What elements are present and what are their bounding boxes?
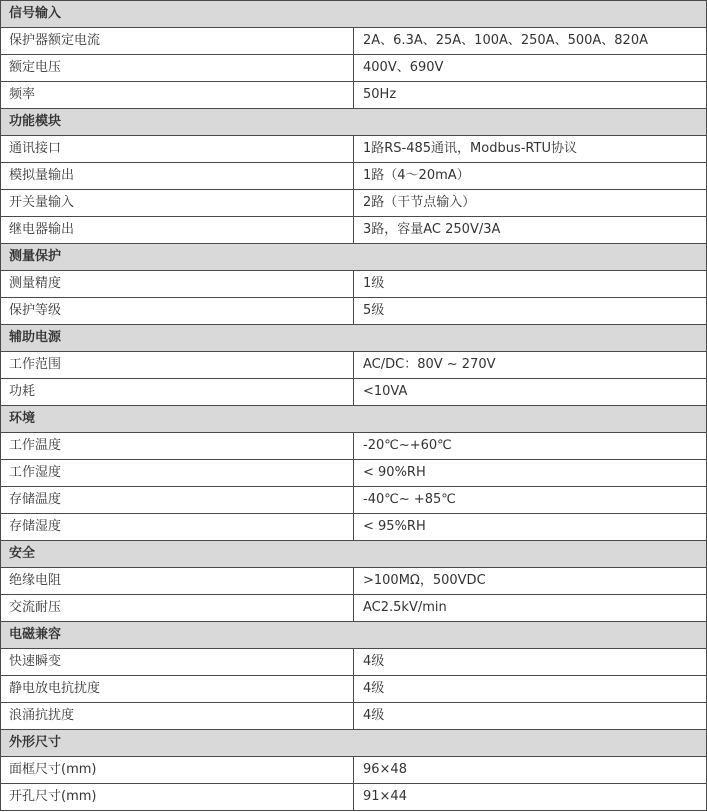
row-value: < 90%RH xyxy=(354,460,707,487)
section-header-safety xyxy=(1,541,707,568)
table-row xyxy=(1,352,707,379)
row-value: 4级 xyxy=(354,703,707,730)
row-value: -20℃~+60℃ xyxy=(354,433,707,460)
row-value: 2路（干节点输入） xyxy=(354,190,707,217)
section-header-signal-input xyxy=(1,1,707,28)
table-row xyxy=(1,514,707,541)
row-label: 继电器输出 xyxy=(1,217,354,244)
row-label: 模拟量输出 xyxy=(1,163,354,190)
row-label: 保护等级 xyxy=(1,298,354,325)
section-header-environment xyxy=(1,406,707,433)
section-title: 外形尺寸 xyxy=(1,730,707,757)
row-label: 工作湿度 xyxy=(1,460,354,487)
row-value: 2A、6.3A、25A、100A、250A、500A、820A xyxy=(354,28,707,55)
row-value: <10VA xyxy=(354,379,707,406)
row-label: 快速瞬变 xyxy=(1,649,354,676)
section-title: 环境 xyxy=(1,406,707,433)
section-title: 辅助电源 xyxy=(1,325,707,352)
section-title: 测量保护 xyxy=(1,244,707,271)
row-value: 1级 xyxy=(354,271,707,298)
table-row xyxy=(1,271,707,298)
row-label: 绝缘电阻 xyxy=(1,568,354,595)
row-value: < 95%RH xyxy=(354,514,707,541)
table-row xyxy=(1,190,707,217)
section-header-function-modules xyxy=(1,109,707,136)
row-label: 频率 xyxy=(1,82,354,109)
row-value: 4级 xyxy=(354,676,707,703)
section-title: 安全 xyxy=(1,541,707,568)
row-value: 91×44 xyxy=(354,784,707,811)
table-row xyxy=(1,28,707,55)
table-row xyxy=(1,136,707,163)
row-label: 开孔尺寸(mm) xyxy=(1,784,354,811)
table-row xyxy=(1,649,707,676)
row-label: 交流耐压 xyxy=(1,595,354,622)
row-label: 存储湿度 xyxy=(1,514,354,541)
row-value: 3路，容量AC 250V/3A xyxy=(354,217,707,244)
table-row xyxy=(1,379,707,406)
row-value: 1路（4～20mA） xyxy=(354,163,707,190)
section-header-emc xyxy=(1,622,707,649)
row-value: AC2.5kV/min xyxy=(354,595,707,622)
table-row xyxy=(1,460,707,487)
spec-table-body xyxy=(1,1,707,811)
table-row xyxy=(1,55,707,82)
row-value: >100MΩ，500VDC xyxy=(354,568,707,595)
section-title: 信号输入 xyxy=(1,1,707,28)
table-row xyxy=(1,487,707,514)
table-row xyxy=(1,298,707,325)
section-header-measurement-protection xyxy=(1,244,707,271)
row-label: 工作温度 xyxy=(1,433,354,460)
section-header-dimensions xyxy=(1,730,707,757)
row-label: 静电放电抗扰度 xyxy=(1,676,354,703)
table-row xyxy=(1,82,707,109)
row-value: 1路RS-485通讯，Modbus-RTU协议 xyxy=(354,136,707,163)
section-title: 功能模块 xyxy=(1,109,707,136)
row-value: 5级 xyxy=(354,298,707,325)
table-row xyxy=(1,784,707,811)
row-value: 50Hz xyxy=(354,82,707,109)
row-label: 浪涌抗扰度 xyxy=(1,703,354,730)
row-label: 额定电压 xyxy=(1,55,354,82)
section-header-auxiliary-power xyxy=(1,325,707,352)
table-row xyxy=(1,217,707,244)
table-row xyxy=(1,595,707,622)
row-value: 96×48 xyxy=(354,757,707,784)
table-row xyxy=(1,163,707,190)
row-label: 开关量输入 xyxy=(1,190,354,217)
table-row xyxy=(1,757,707,784)
row-label: 功耗 xyxy=(1,379,354,406)
table-row xyxy=(1,703,707,730)
table-row xyxy=(1,568,707,595)
table-row xyxy=(1,676,707,703)
row-label: 保护器额定电流 xyxy=(1,28,354,55)
section-title: 电磁兼容 xyxy=(1,622,707,649)
row-label: 测量精度 xyxy=(1,271,354,298)
row-value: 4级 xyxy=(354,649,707,676)
row-label: 面框尺寸(mm) xyxy=(1,757,354,784)
row-value: 400V、690V xyxy=(354,55,707,82)
table-row xyxy=(1,433,707,460)
row-label: 通讯接口 xyxy=(1,136,354,163)
row-label: 存储温度 xyxy=(1,487,354,514)
row-value: -40℃~ +85℃ xyxy=(354,487,707,514)
row-value: AC/DC：80V ~ 270V xyxy=(354,352,707,379)
row-label: 工作范围 xyxy=(1,352,354,379)
